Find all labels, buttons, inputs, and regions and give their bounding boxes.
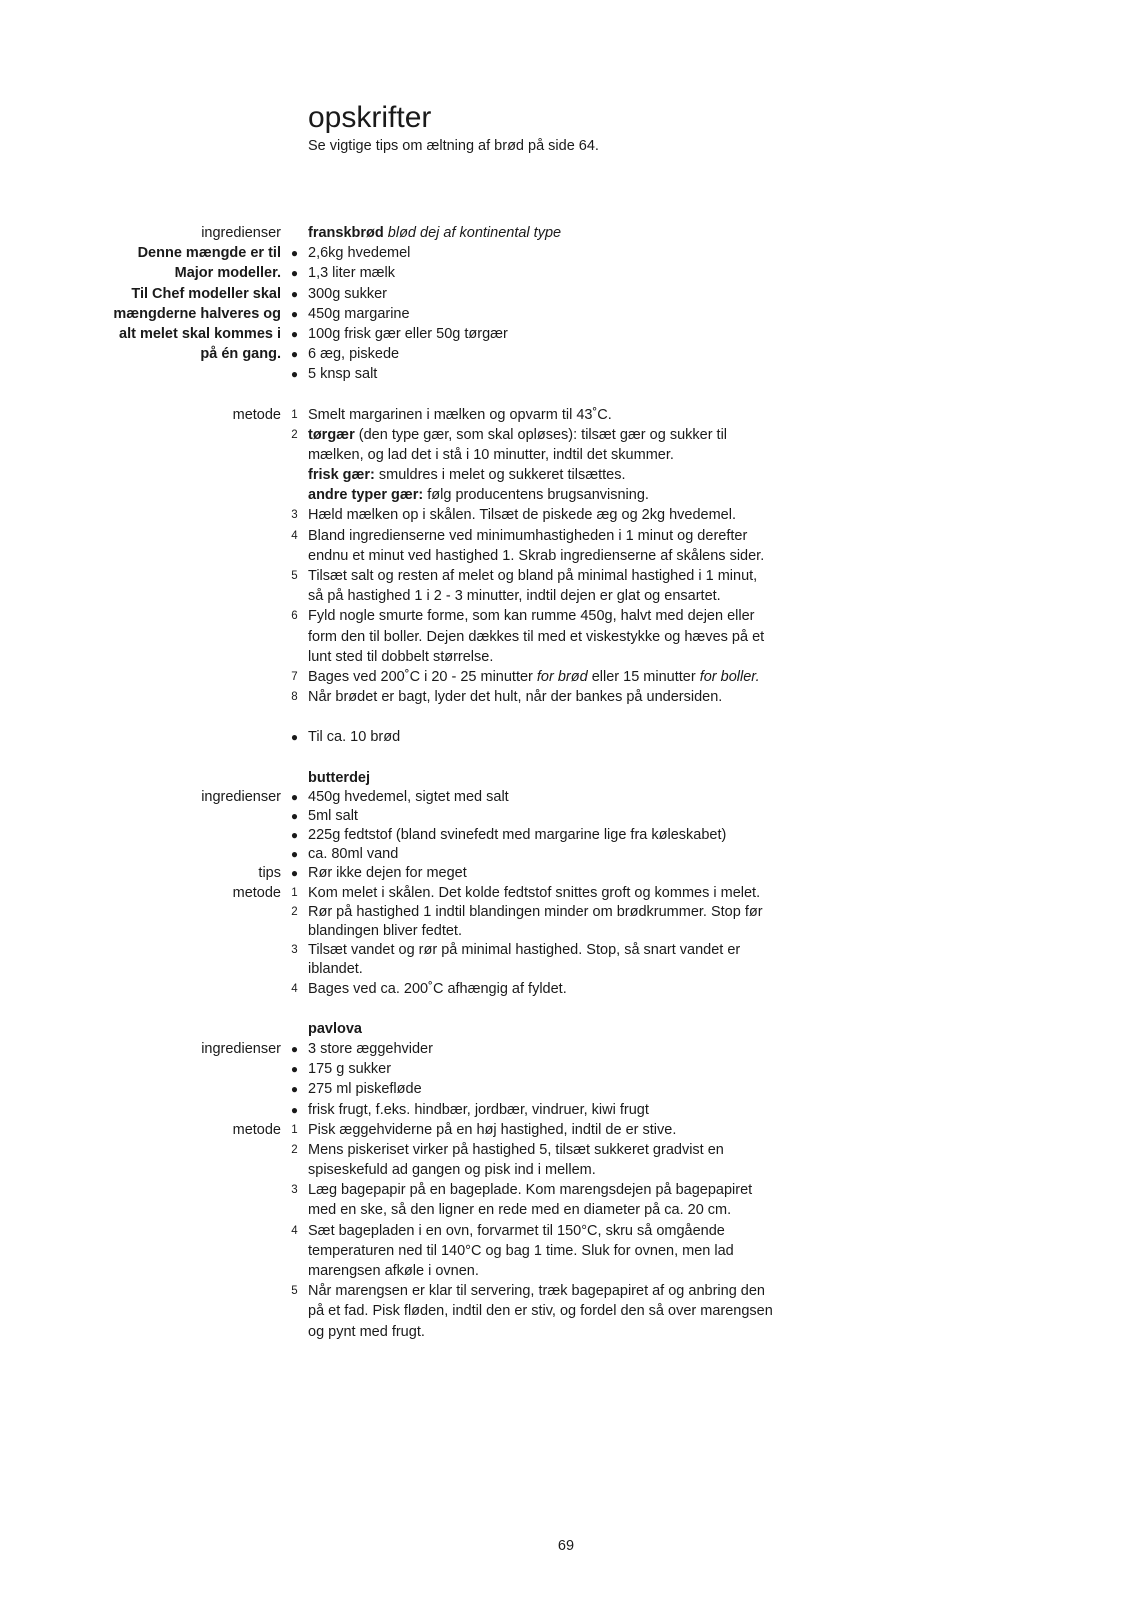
- method-step-continued: [0, 1301, 1132, 1321]
- ingredient-item: 6 æg, piskede: [308, 346, 400, 363]
- ingredients-label: ingredienser: [201, 788, 281, 805]
- step-text: lunt sted til dobbelt størrelse.: [308, 648, 494, 665]
- ingredient-item: 1,3 liter mælk: [308, 265, 396, 282]
- step-text: følg producentens brugsanvisning.: [423, 487, 649, 504]
- method-step-continued: [0, 1241, 1132, 1261]
- step-text: på et fad. Pisk fløden, indtil den er stiv, og fordel den så over marengsen: [308, 1303, 773, 1320]
- method-step-continued: [0, 546, 1132, 566]
- page-title: opskrifter: [308, 101, 432, 134]
- method-step: [0, 1221, 1132, 1241]
- step-text: Pisk æggehviderne på en høj hastighed, indtil de er stive.: [308, 1121, 677, 1138]
- method-step: [0, 425, 1132, 445]
- ingredient-item: 5ml salt: [308, 807, 358, 824]
- step-emphasis: for brød: [536, 668, 588, 685]
- recipe2-title-row: [0, 768, 1132, 788]
- ingredient-item: 275 ml piskefløde: [308, 1081, 422, 1098]
- ingredient-row: [0, 1039, 1132, 1059]
- ingredient-item: 450g hvedemel, sigtet med salt: [308, 788, 509, 805]
- step-text: så på hastighed 1 i 2 - 3 minutter, indtil dejen er glat og ensartet.: [308, 588, 721, 605]
- step-number: 4: [291, 1224, 298, 1237]
- step-text: og pynt med frugt.: [308, 1323, 425, 1340]
- bullet-icon: ●: [290, 286, 299, 301]
- step-text: smuldres i melet og sukkeret tilsættes.: [374, 467, 626, 484]
- step-number: 2: [291, 1143, 298, 1156]
- bullet-icon: ●: [290, 246, 299, 261]
- step-text: form den til boller. Dejen dækkes til med et viskestykke og hæves på et: [308, 628, 765, 645]
- method-step-continued: [0, 465, 1132, 485]
- step-number: 1: [291, 408, 298, 421]
- method-step: [0, 687, 1132, 707]
- ingredient-row: [0, 344, 1132, 364]
- bullet-icon: ●: [290, 866, 299, 881]
- step-term: frisk gær:: [308, 467, 375, 484]
- model-note-line: mængderne halveres og: [113, 305, 281, 322]
- ingredient-row: [0, 1100, 1132, 1120]
- method-step: [0, 505, 1132, 525]
- bullet-icon: ●: [290, 306, 299, 321]
- ingredient-item: 450g margarine: [308, 305, 410, 322]
- method-step-continued: [0, 647, 1132, 667]
- step-text: Smelt margarinen i mælken og opvarm til 43˚C.: [308, 406, 612, 423]
- step-text: Bland ingredienserne ved minimumhastigheden i 1 minut og derefter: [308, 527, 748, 544]
- bullet-icon: ●: [290, 1041, 299, 1056]
- step-emphasis: for boller.: [699, 668, 760, 685]
- method-step-continued: [0, 922, 1132, 941]
- recipe1-yield: Til ca. 10 brød: [308, 729, 401, 746]
- yield-row: [0, 727, 1132, 747]
- ingredient-row: [0, 243, 1132, 263]
- ingredient-item: 225g fedtstof (bland svinefedt med margarine lige fra køleskabet): [308, 827, 727, 844]
- bullet-icon: ●: [290, 367, 299, 382]
- page-number: 69: [557, 1538, 575, 1554]
- step-text: Rør på hastighed 1 indtil blandingen minder om brødkrummer. Stop før: [308, 903, 763, 920]
- ingredients-label: ingredienser: [201, 1040, 281, 1057]
- method-step: [0, 980, 1132, 999]
- ingredient-row: [0, 826, 1132, 845]
- bullet-icon: ●: [290, 828, 299, 843]
- ingredient-row: [0, 284, 1132, 304]
- step-number: 3: [291, 1184, 298, 1197]
- method-step: [0, 1140, 1132, 1160]
- method-step: [0, 884, 1132, 903]
- bullet-icon: ●: [290, 808, 299, 823]
- step-number: 5: [291, 570, 298, 582]
- step-number: 2: [291, 428, 298, 441]
- model-note-line: Denne mængde er til: [137, 245, 281, 262]
- method-step: [0, 566, 1132, 586]
- method-step-continued: [0, 627, 1132, 647]
- recipe1-title-row: [0, 223, 1132, 243]
- step-number: 1: [291, 886, 298, 899]
- step-text: Fyld nogle smurte forme, som kan rumme 450g, halvt med dejen eller: [308, 608, 755, 625]
- tips-label: tips: [258, 865, 281, 882]
- method-step: [0, 1281, 1132, 1301]
- step-text: Læg bagepapir på en bageplade. Kom marengsdejen på bagepapiret: [308, 1182, 753, 1199]
- recipe3-title: pavlova: [308, 1020, 362, 1037]
- ingredient-item: 300g sukker: [308, 285, 387, 302]
- method-step: [0, 903, 1132, 922]
- recipe-content: [0, 223, 1132, 1342]
- ingredient-item: 2,6kg hvedemel: [308, 245, 411, 262]
- ingredient-item: 3 store æggehvider: [308, 1040, 433, 1057]
- step-text: Tilsæt salt og resten af melet og bland på minimal hastighed i 1 minut,: [308, 568, 758, 584]
- recipe1-subtitle: blød dej af kontinental type: [387, 225, 562, 241]
- step-term: tørgær: [308, 426, 355, 443]
- recipe2-title: butterdej: [308, 769, 371, 786]
- step-number: 8: [291, 691, 298, 704]
- method-label: metode: [232, 884, 281, 901]
- step-text: (den type gær, som skal opløses): tilsæt gær og sukker til: [354, 426, 728, 443]
- bullet-icon: ●: [290, 730, 299, 745]
- method-step: [0, 941, 1132, 960]
- step-text: spiseskefuld ad gangen og pisk ind i mellem.: [308, 1162, 596, 1179]
- ingredient-row: [0, 324, 1132, 344]
- step-text: Sæt bagepladen i en ovn, forvarmet til 150°C, skru så omgående: [308, 1222, 725, 1239]
- step-number: 3: [291, 944, 298, 957]
- ingredient-row: [0, 304, 1132, 324]
- step-number: 5: [291, 1285, 298, 1298]
- bullet-icon: ●: [290, 1082, 299, 1097]
- step-text: med en ske, så den ligner en rede med en diameter på ca. 20 cm.: [308, 1202, 732, 1219]
- method-step: [0, 1120, 1132, 1140]
- bullet-icon: ●: [290, 347, 299, 362]
- bullet-icon: ●: [290, 789, 299, 804]
- page-header: [308, 101, 1008, 155]
- ingredient-row: [0, 845, 1132, 864]
- method-step: [0, 606, 1132, 626]
- step-text: marengsen afkøle i ovnen.: [308, 1263, 479, 1279]
- step-number: 4: [291, 529, 298, 542]
- step-text: Hæld mælken op i skålen. Tilsæt de piskede æg og 2kg hvedemel.: [308, 507, 736, 524]
- step-text: iblandet.: [308, 961, 363, 978]
- step-number: 4: [291, 982, 298, 995]
- method-step-continued: [0, 960, 1132, 979]
- step-number: 6: [291, 610, 298, 623]
- step-text: blandingen bliver fedtet.: [308, 923, 462, 939]
- ingredient-row: [0, 807, 1132, 826]
- step-text: Bages ved ca. 200˚C afhængig af fyldet.: [308, 980, 567, 997]
- recipe1-title: franskbrød: [308, 225, 384, 241]
- recipe3-title-row: [0, 1019, 1132, 1039]
- step-text: Bages ved 200˚C i 20 - 25 minutter: [308, 668, 537, 685]
- method-step-continued: [0, 485, 1132, 505]
- method-label: metode: [232, 406, 281, 423]
- step-text: Når marengsen er klar til servering, træk bagepapiret af og anbring den: [308, 1283, 765, 1300]
- ingredient-item: ca. 80ml vand: [308, 846, 399, 863]
- bullet-icon: ●: [290, 1062, 299, 1077]
- bullet-icon: ●: [290, 266, 299, 281]
- step-text: Tilsæt vandet og rør på minimal hastighed. Stop, så snart vandet er: [308, 942, 741, 959]
- step-text: eller 15 minutter: [587, 668, 700, 685]
- step-text: mælken, og lad det i stå i 10 minutter, indtil det skummer.: [308, 446, 674, 463]
- step-term: andre typer gær:: [308, 487, 424, 504]
- model-note-line: Major modeller.: [174, 265, 281, 282]
- method-step-continued: [0, 445, 1132, 465]
- ingredient-row: [0, 364, 1132, 384]
- step-number: 7: [291, 670, 298, 683]
- bullet-icon: ●: [290, 1102, 299, 1117]
- ingredient-row: [0, 788, 1132, 807]
- ingredient-item: 5 knsp salt: [308, 366, 378, 383]
- method-step-continued: [0, 586, 1132, 606]
- method-step: [0, 405, 1132, 425]
- ingredient-row: [0, 263, 1132, 283]
- method-step-continued: [0, 1322, 1132, 1342]
- ingredients-label: ingredienser: [201, 225, 281, 241]
- step-text: Kom melet i skålen. Det kolde fedtstof snittes groft og kommes i melet.: [308, 884, 761, 901]
- method-step-continued: [0, 1261, 1132, 1281]
- method-step: [0, 1180, 1132, 1200]
- method-label: metode: [232, 1121, 281, 1138]
- ingredient-row: [0, 1079, 1132, 1099]
- step-text: Når brødet er bagt, lyder det hult, når der bankes på undersiden.: [308, 689, 723, 706]
- bullet-icon: ●: [290, 847, 299, 862]
- step-text: endnu et minut ved hastighed 1. Skrab ingredienserne af skålens sider.: [308, 547, 765, 564]
- model-note-line: på én gang.: [200, 346, 281, 363]
- step-number: 2: [291, 905, 298, 918]
- step-number: 3: [291, 509, 298, 522]
- method-step-continued: [0, 1160, 1132, 1180]
- ingredient-row: [0, 1059, 1132, 1079]
- ingredient-item: frisk frugt, f.eks. hindbær, jordbær, vindruer, kiwi frugt: [308, 1101, 649, 1118]
- method-step: [0, 667, 1132, 687]
- ingredient-item: 175 g sukker: [308, 1061, 392, 1078]
- method-step-continued: [0, 1200, 1132, 1220]
- step-text: temperaturen ned til 140°C og bag 1 time. Sluk for ovnen, men lad: [308, 1242, 734, 1259]
- model-note-line: Til Chef modeller skal: [131, 285, 281, 302]
- tip-text: Rør ikke dejen for meget: [308, 865, 467, 882]
- step-text: Mens piskeriset virker på hastighed 5, tilsæt sukkeret gradvist en: [308, 1141, 724, 1158]
- step-number: 1: [291, 1123, 298, 1136]
- model-note-line: alt melet skal kommes i: [119, 325, 281, 342]
- method-step: [0, 526, 1132, 546]
- bullet-icon: ●: [290, 326, 299, 341]
- tip-row: [0, 864, 1132, 883]
- ingredient-item: 100g frisk gær eller 50g tørgær: [308, 325, 508, 342]
- page-subtitle: Se vigtige tips om æltning af brød på side 64.: [308, 138, 599, 154]
